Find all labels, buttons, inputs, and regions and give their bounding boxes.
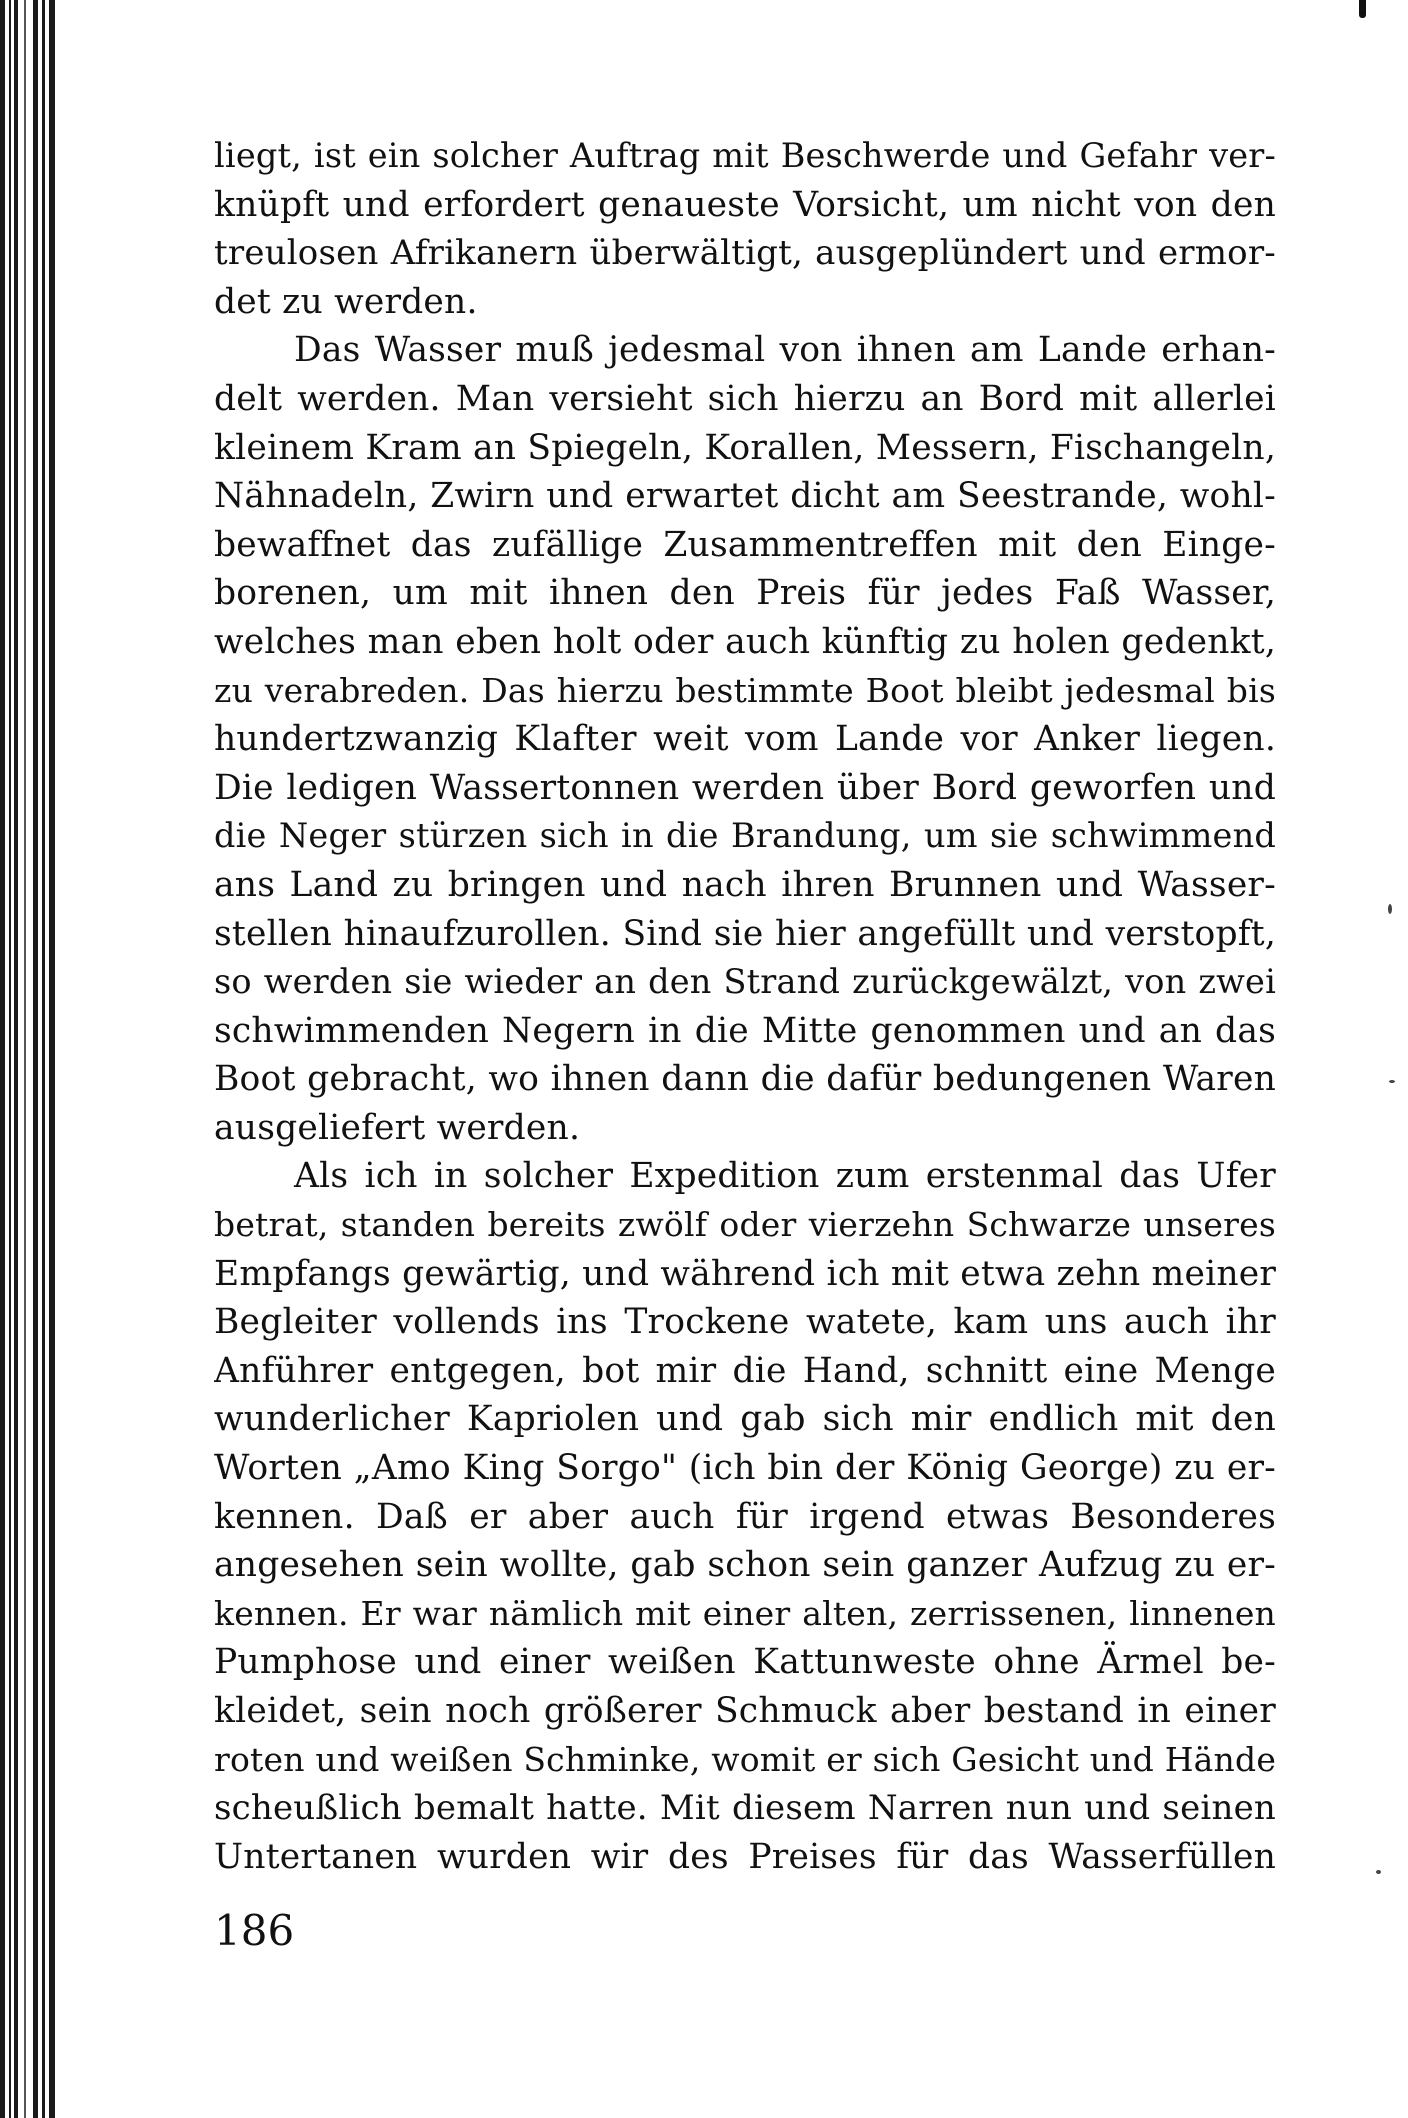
text-line: scheußlich bemalt hatte. Mit diesem Narren nun und seinen [214,1788,1276,1829]
text-line: hundertzwanzig Klafter weit vom Lande vor Anker liegen. [214,719,1276,760]
binding-rule [24,0,26,2118]
margin-speck [1389,1080,1395,1083]
page-body-text [214,132,1276,1881]
page-number: 186 [214,1906,295,1955]
margin-speck [1388,904,1392,914]
binding-rule [42,0,45,2118]
margin-speck [1376,1870,1381,1874]
text-line: delt werden. Man versieht sich hierzu an Bord mit allerlei [214,378,1276,419]
binding-rule [49,0,55,2118]
text-line: schwimmenden Negern in die Mitte genommen und an das [214,1010,1276,1051]
text-line: betrat, standen bereits zwölf oder vierzehn Schwarze unseres [214,1205,1276,1245]
text-line: Begleiter vollends ins Trockene watete, kam uns auch ihr [214,1302,1276,1343]
text-line: det zu werden. [214,281,478,322]
text-line: Die ledigen Wassertonnen werden über Bord geworfen und [214,767,1276,808]
text-line: bewaffnet das zufällige Zusammentreffen mit den Einge- [214,524,1276,565]
text-line: treulosen Afrikanern überwältigt, ausgeplündert und ermor- [214,233,1276,274]
text-line: kennen. Er war nämlich mit einer alten, zerrissenen, linnenen [214,1593,1276,1633]
text-line: ans Land zu bringen und nach ihren Brunnen und Wasser- [214,864,1276,905]
text-line: welches man eben holt oder auch künftig zu holen gedenkt, [214,621,1276,662]
text-line: Pumphose und einer weißen Kattunweste ohne Ärmel be- [214,1642,1276,1683]
binding-rule [9,0,11,2118]
text-line: borenen, um mit ihnen den Preis für jedes Faß Wasser, [214,573,1276,614]
text-line: Als ich in solcher Expedition zum erstenmal das Ufer [294,1156,1276,1197]
text-line: Worten „Amo King Sorgo" (ich bin der König George) zu er- [214,1448,1276,1489]
text-line: Das Wasser muß jedesmal von ihnen am Lande erhan- [294,330,1276,371]
text-line: stellen hinaufzurollen. Sind sie hier angefüllt und verstopft, [214,913,1276,954]
text-line: zu verabreden. Das hierzu bestimmte Boot bleibt jedesmal bis [214,670,1276,710]
text-line: Anführer entgegen, bot mir die Hand, schnitt eine Menge [214,1350,1276,1391]
corner-ink-mark [1359,0,1366,18]
text-line: die Neger stürzen sich in die Brandung, um sie schwimmend [214,816,1276,856]
text-line: wunderlicher Kapriolen und gab sich mir endlich mit den [214,1399,1276,1440]
binding-rule [14,0,18,2118]
text-line: roten und weißen Schminke, womit er sich Gesicht und Hände [214,1739,1276,1779]
text-line: angesehen sein wollte, gab schon sein ganzer Aufzug zu er- [214,1545,1276,1586]
text-line: kleidet, sein noch größerer Schmuck aber bestand in einer [214,1691,1276,1731]
text-line: kennen. Daß er aber auch für irgend etwas Besonderes [214,1496,1276,1537]
text-line: Nähnadeln, Zwirn und erwartet dicht am Seestrande, wohl- [214,476,1276,517]
text-line: Empfangs gewärtig, und während ich mit etwa zehn meiner [214,1253,1276,1294]
text-line: liegt, ist ein solcher Auftrag mit Beschwerde und Gefahr ver- [214,136,1276,175]
text-line: Boot gebracht, wo ihnen dann die dafür bedungenen Waren [214,1059,1276,1100]
text-line: so werden sie wieder an den Strand zurückgewälzt, von zwei [214,962,1276,1002]
text-line: knüpft und erfordert genaueste Vorsicht, um nicht von den [214,184,1276,225]
binding-rule [0,0,5,2118]
text-line: Untertanen wurden wir des Preises für das Wasserfüllen [214,1836,1276,1877]
binding-rule [33,0,38,2118]
text-line: kleinem Kram an Spiegeln, Korallen, Messern, Fischangeln, [214,427,1276,468]
book-binding-edge [0,0,60,2118]
text-line: ausgeliefert werden. [214,1107,581,1148]
